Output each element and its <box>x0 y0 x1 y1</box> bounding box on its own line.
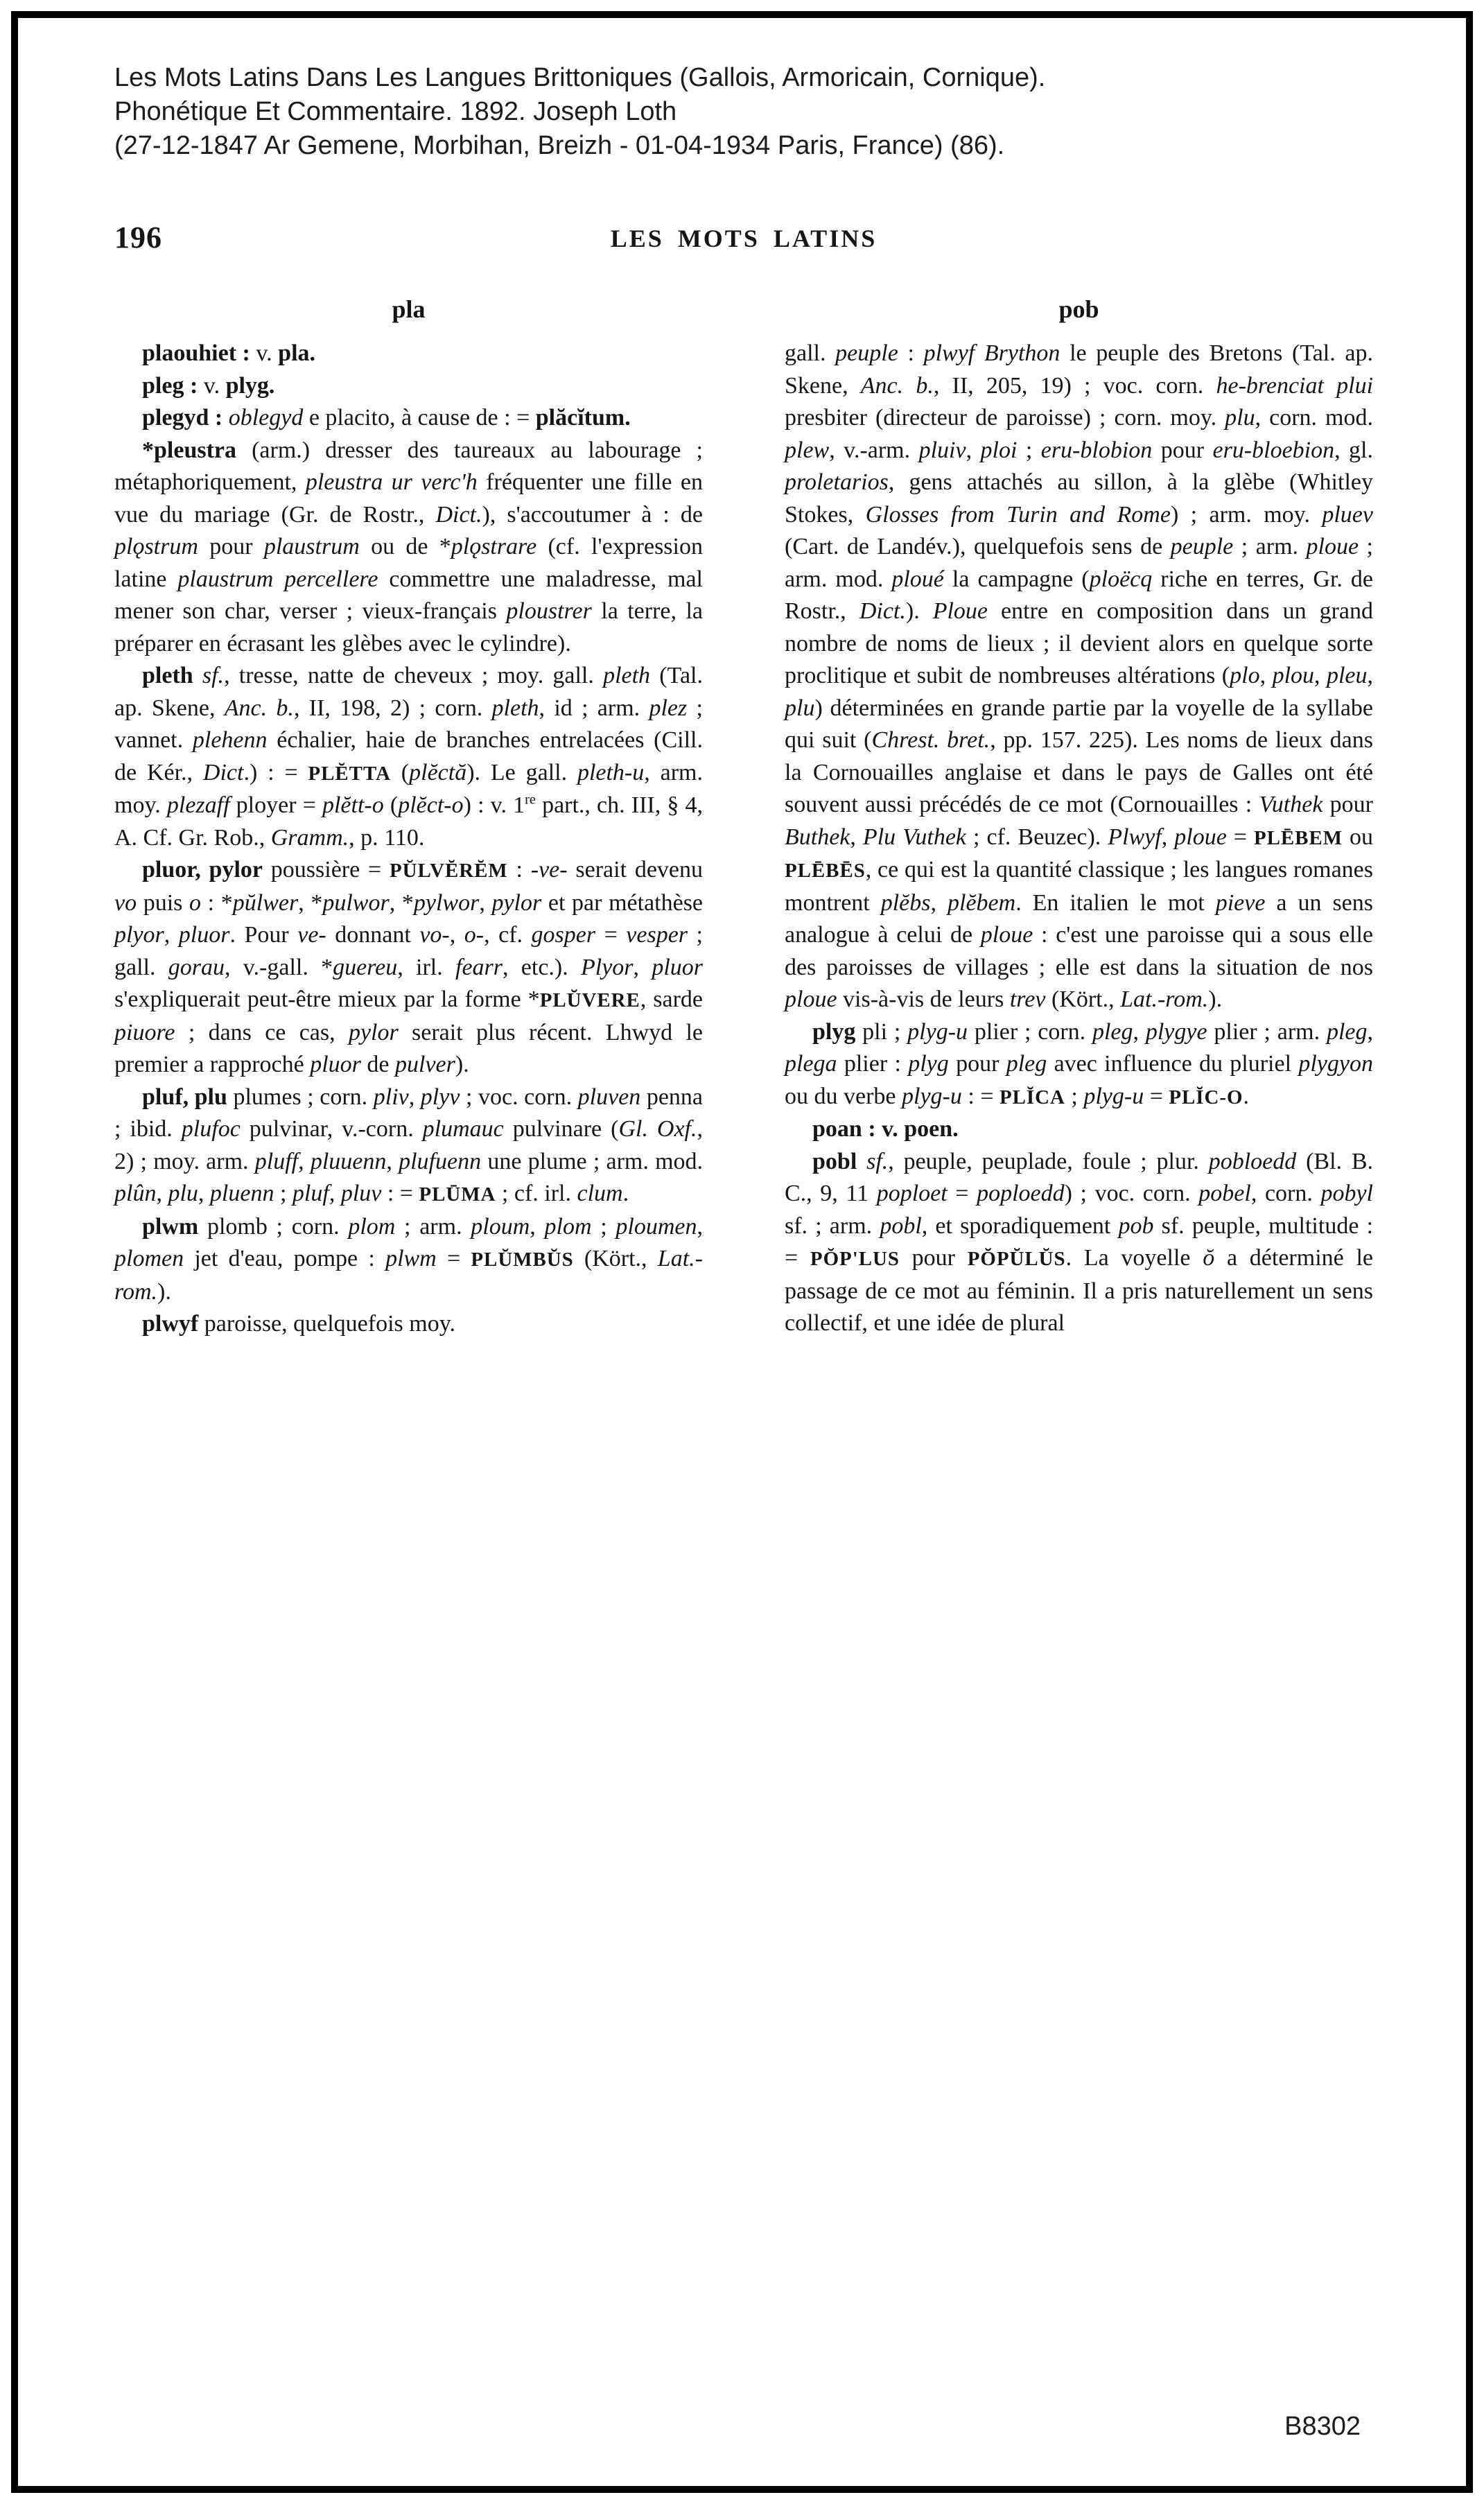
entry-paragraph: poan : v. poen. <box>812 1116 959 1142</box>
right-column-text <box>785 338 1373 1340</box>
page-number: 196 <box>114 220 162 254</box>
text-columns <box>114 295 1373 1341</box>
entry-paragraph: plyg pli ; plyg-u plier ; corn. pleg, plygye plier ; arm. pleg, plega plier : plyg pour pleg avec influence du pluriel plygyon ou du verbe plyg-u : = PLĬCA ; plyg-u = PLĬC-O. <box>785 1018 1373 1109</box>
note-line-dates: (27-12-1847 Ar Gemene, Morbihan, Breizh - 01-04-1934 Paris, France) (86). <box>114 131 1005 160</box>
entry-paragraph: plwyf paroisse, quelquefois moy. <box>142 1311 456 1337</box>
entry-paragraph: pobl sf., peuple, peuplade, foule ; plur. pobloedd (Bl. B. C., 9, 11 poploet = poploedd) ; voc. corn. pobel, corn. pobyl sf. ; arm. pobl, et sporadiquement pob sf. peuple, multitude : = PŎP'LUS pour PŎPŬLŬS. La voyelle ŏ a déterminé le passage de ce mot au féminin. Il a pris naturellement un sens collectif, et une idée de plural <box>785 1148 1374 1336</box>
left-column-text <box>114 338 703 1341</box>
right-column <box>785 295 1373 1341</box>
entry-paragraph: *pleustra (arm.) dresser des taureaux au labourage ; métaphoriquement, pleustra ur verc'h fréquenter une fille en vue du mariage (Gr. de Rostr., Dict.), s'accoutumer à : de plǫstrum pour plaustrum ou de *plǫstrare (cf. l'expression latine plaustrum percellere commettre une maladresse, mal mener son char, verser ; vieux-français ploustrer la terre, la préparer en écrasant les glèbes avec le cylindre). <box>114 437 703 657</box>
right-column-guideword: pob <box>1058 295 1099 323</box>
entry-paragraph: pluf, plu plumes ; corn. pliv, plyv ; voc. corn. pluven penna ; ibid. plufoc pulvinar, v.-corn. plumauc pulvinare (Gl. Oxf., 2) ; moy. arm. pluff, pluuenn, plufuenn une plume ; arm. mod. plûn, plu, pluenn ; pluf, pluv : = PLŪMA ; cf. irl. clum. <box>114 1084 704 1206</box>
note-line-title: Les Mots Latins Dans Les Langues Brittoniques (Gallois, Armoricain, Cornique). <box>114 63 1046 92</box>
note-line-author: Phonétique Et Commentaire. 1892. Joseph Loth <box>114 97 677 126</box>
catalog-reference: B8302 <box>1284 2412 1361 2441</box>
entry-paragraph: gall. peuple : plwyf Brython le peuple des Bretons (Tal. ap. Skene, Anc. b., II, 205, 19) ; voc. corn. he-brenciat plui presbiter (directeur de paroisse) ; corn. moy. plu, corn. mod. plew, v.-arm. pluiv, ploi ; eru-blobion pour eru-bloebion, gl. proletarios, gens attachés au sillon, à la glèbe (Whitley Stokes, Glosses from Turin and Rome) ; arm. moy. pluev (Cart. de Landév.), quelquefois sens de peuple ; arm. ploue ; arm. mod. ploué la campagne (ploëcq riche en terres, Gr. de Rostr., Dict.). Ploue entre en composition dans un grand nombre de noms de lieux ; il devient alors en quelque sorte proclitique et subit de nombreuses altérations (plo, plou, pleu, plu) déterminées en grande partie par la voyelle de la syllabe qui suit (Chrest. bret., pp. 157. 225). Les noms de lieux dans la Cornouailles anglaise et dans le pays de Galles ont été souvent aussi précédés de ce mot (Cornouailles : Vuthek pour Buthek, Plu Vuthek ; cf. Beuzec). Plwyf, ploue = PLĒBEM ou PLĒBĒS, ce qui est la quantité classique ; les langues romanes montrent plĕbs, plĕbem. En italien le mot pieve a un sens analogue à celui de ploue : c'est une paroisse qui a sous elle des paroisses de villages ; elle est dans la situation de nos ploue vis-à-vis de leurs trev (Kört., Lat.-rom.). <box>785 340 1374 1012</box>
left-column-guideword: pla <box>392 295 426 323</box>
entry-paragraph: pluor, pylor poussière = PŬLVĔRĔM : -ve- serait devenu vo puis o : *pŭlwer, *pulwor, *pylwor, pylor et par métathèse plyor, pluor. Pour ve- donnant vo-, o-, cf. gosper = vesper ; gall. gorau, v.-gall. *guereu, irl. fearr, etc.). Plyor, pluor s'expliquerait peut-être mieux par la forme *PLŬVERE, sarde piuore ; dans ce cas, pylor serait plus récent. Lhwyd le premier a rapproché pluor de pulver). <box>114 857 704 1077</box>
entry-paragraph: pleth sf., tresse, natte de cheveux ; moy. gall. pleth (Tal. ap. Skene, Anc. b., II, 198, 2) ; corn. pleth, id ; arm. plez ; vannet. plehenn échalier, haie de branches entrelacées (Cill. de Kér., Dict.) : = PLĔTTA (plĕctă). Le gall. pleth-u, arm. moy. plezaff ployer = plĕtt-o (plĕct-o) : v. 1re part., ch. III, § 4, A. Cf. Gr. Rob., Gramm., p. 110. <box>114 663 704 851</box>
bibliographic-note <box>114 61 1373 163</box>
entry-paragraph: pleg : v. plyg. <box>142 372 275 399</box>
left-column <box>114 295 703 1341</box>
entry-paragraph: plwm plomb ; corn. plom ; arm. ploum, plom ; ploumen, plomen jet d'eau, pompe : plwm = PLŬMBŬS (Kört., Lat.-rom.). <box>114 1213 703 1305</box>
running-title: LES MOTS LATINS <box>610 225 878 252</box>
page-header <box>114 220 1373 259</box>
page-content <box>114 61 1373 2449</box>
entry-paragraph: plaouhiet : v. pla. <box>142 340 316 366</box>
entry-paragraph: plegyd : oblegyd e placito, à cause de : = plăcĭtum. <box>142 405 631 431</box>
